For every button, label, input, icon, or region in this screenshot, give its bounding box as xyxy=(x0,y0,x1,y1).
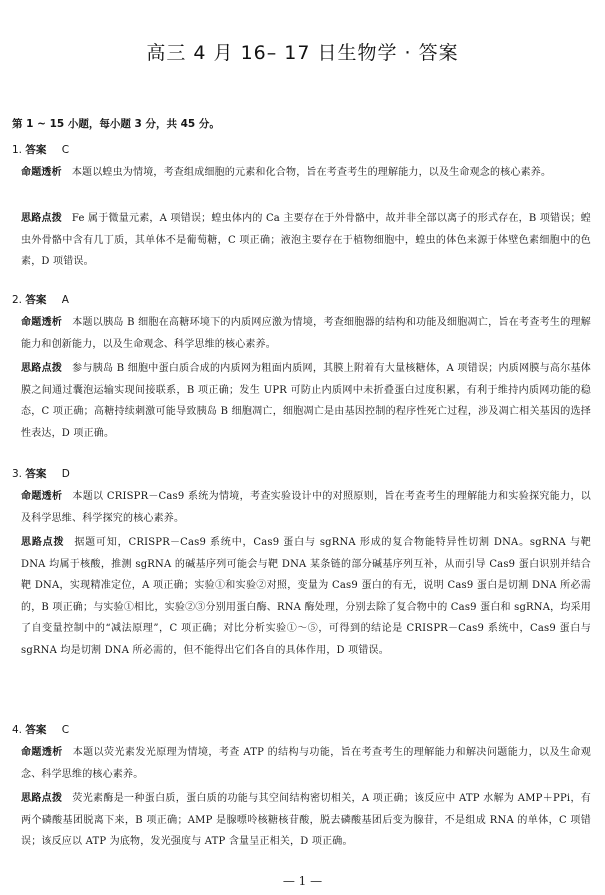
answer-value: D xyxy=(61,468,70,480)
page-title: 高三 4 月 16– 17 日生物学 · 答案 xyxy=(146,42,459,64)
analysis-label: 命题透析 xyxy=(21,491,63,502)
question-1-hint xyxy=(21,208,591,273)
analysis-text: 本题以胰岛 B 细胞在高糖环境下的内质网应激为情境，考查细胞器的结构和功能及细胞凋亡，旨在考查考生的理解能力和创新能力，以及生命观念、科学思维的核心素养。 xyxy=(21,317,591,350)
hint-label: 思路点拨 xyxy=(21,793,63,804)
hint-text: Fe 属于微量元素，A 项错误；蝗虫体内的 Ca 主要存在于外骨骼中，故并非全部以离子的形式存在，B 项错误；蝗虫外骨骼中含有几丁质，其单体不是葡萄糖，C 项正确；液泡主要存在于植物细胞中，蝗虫的体色来源于体壁色素细胞中的色素，D 项错误。 xyxy=(21,213,591,267)
section-intro: 第 1 ~ 15 小题，每小题 3 分，共 45 分。 xyxy=(12,118,220,130)
hint-text: 参与胰岛 B 细胞中蛋白质合成的内质网为粗面内质网，其膜上附着有大量核糖体，A 项错误；内质网膜与高尔基体膜之间通过囊泡运输实现间接联系，B 项正确；发生 UPR 可防止内质网中未折叠蛋白过度积累，有利于维持内质网功能的稳态，C 项正确；高糖持续刺激可能导致胰岛 B 细胞凋亡，细胞凋亡是由基因控制的程序性死亡过程，涉及凋亡相关基因的选择性表达，D 项正确。 xyxy=(21,363,591,439)
hint-text: 据题可知，CRISPR－Cas9 系统中，Cas9 蛋白与 sgRNA 形成的复合物能特异性切割 DNA。sgRNA 与靶 DNA 均属于核酸，推测 sgRNA 的碱基序列可能会与靶 DNA 某条链的部分碱基序列互补，从而引导 Cas9 蛋白识别并结合靶 DNA，实现精准定位，A 项正确；实验①和实验②对照，变量为 Cas9 蛋白的有无，说明 Cas9 蛋白是切割 DNA 所必需的，B 项正确；与实验①相比，实验②③分别用蛋白酶、RNA 酶处理，分别去除了复合物中的 Cas9 蛋白和 sgRNA，均采用了自变量控制中的“减法原理”，C 项正确；对比分析实验①～⑤，可得到的结论是 CRISPR－Cas9 系统中，Cas9 蛋白与 sgRNA 均是切割 DNA 所必需的，但不能得出它们各自的具体作用，D 项错误。 xyxy=(21,537,591,656)
analysis-text: 本题以 CRISPR－Cas9 系统为情境，考查实验设计中的对照原则，旨在考查考生的理解能力和实验探究能力，以及科学思维、科学探究的核心素养。 xyxy=(21,491,591,524)
question-number: 1. xyxy=(12,144,23,156)
question-number: 2. xyxy=(12,294,23,306)
question-2-hint xyxy=(21,358,591,444)
question-number: 4. xyxy=(12,724,23,736)
hint-label: 思路点拨 xyxy=(21,537,65,548)
question-2-header xyxy=(12,292,69,307)
analysis-label: 命题透析 xyxy=(21,317,63,328)
answer-value: C xyxy=(61,144,70,156)
answer-label: 答案 xyxy=(25,724,47,736)
answer-label: 答案 xyxy=(25,294,47,306)
hint-text: 荧光素酶是一种蛋白质，蛋白质的功能与其空间结构密切相关，A 项正确；该反应中 ATP 水解为 AMP＋PPi，有两个磷酸基团脱离下来，B 项正确；AMP 是腺嘌呤核糖核苷酸，脱去磷酸基团后变为腺苷，不是组成 RNA 的单体，C 项错误；该反应以 ATP 为底物，发光强度与 ATP 含量呈正相关，D 项正确。 xyxy=(21,793,591,847)
hint-label: 思路点拨 xyxy=(21,213,62,224)
answer-value: A xyxy=(61,294,69,306)
answer-label: 答案 xyxy=(25,144,47,156)
analysis-text: 本题以荧光素发光原理为情境，考查 ATP 的结构与功能，旨在考查考生的理解能力和解决问题能力，以及生命观念、科学思维的核心素养。 xyxy=(21,747,591,780)
analysis-label: 命题透析 xyxy=(21,747,63,758)
question-3-analysis xyxy=(21,486,591,529)
question-1-analysis xyxy=(21,162,591,184)
question-number: 3. xyxy=(12,468,23,480)
answer-label: 答案 xyxy=(25,468,47,480)
question-3-header xyxy=(12,466,70,481)
analysis-text: 本题以蝗虫为情境，考查组成细胞的元素和化合物，旨在考查考生的理解能力，以及生命观念的核心素养。 xyxy=(71,167,552,178)
question-4-hint xyxy=(21,788,591,853)
question-4-analysis xyxy=(21,742,591,785)
analysis-label: 命题透析 xyxy=(21,167,62,178)
hint-label: 思路点拨 xyxy=(21,363,63,374)
page-number: — 1 — xyxy=(282,874,323,888)
question-1-header xyxy=(12,142,69,157)
question-4-header xyxy=(12,722,69,737)
question-3-hint xyxy=(21,532,591,661)
question-2-analysis xyxy=(21,312,591,355)
answer-value: C xyxy=(61,724,70,736)
